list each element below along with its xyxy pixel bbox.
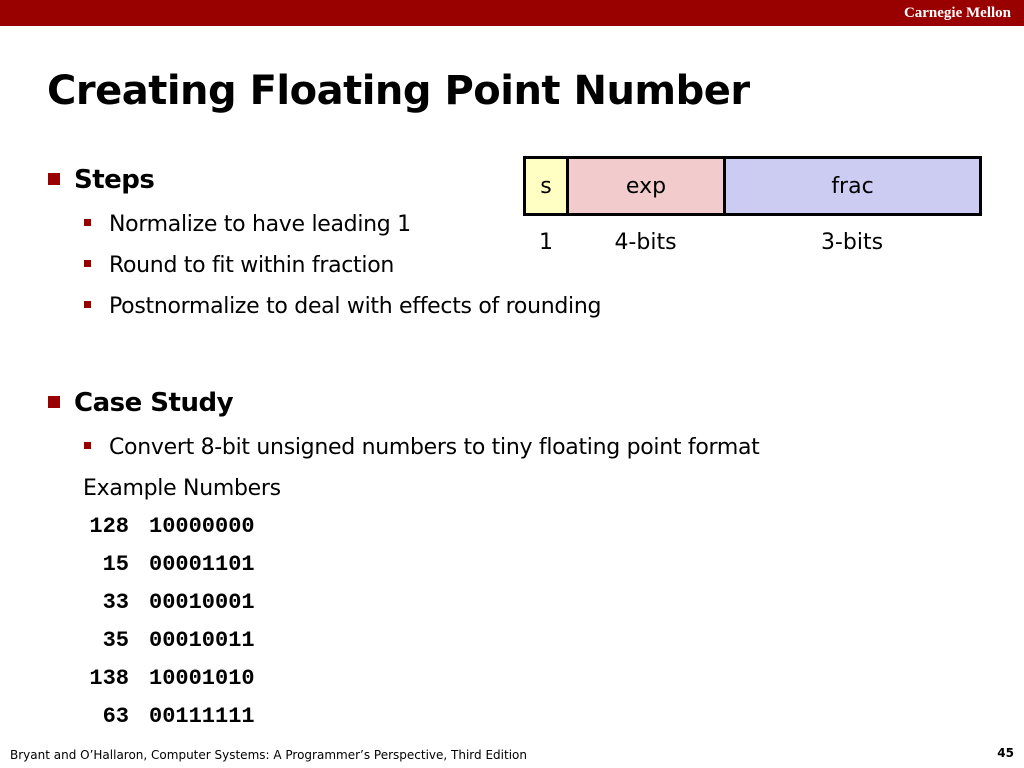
- square-bullet-icon: [84, 442, 91, 449]
- square-bullet-icon: [84, 260, 91, 267]
- example-row: [83, 552, 255, 580]
- brand-label: Carnegie Mellon: [903, 5, 1011, 21]
- square-bullet-icon: [84, 301, 91, 308]
- square-bullet-icon: [48, 396, 60, 408]
- slide-title: Creating Floating Point Number: [47, 68, 750, 114]
- square-bullet-icon: [84, 219, 91, 226]
- steps-item: Postnormalize to deal with effects of rounding: [84, 294, 601, 319]
- frac-bits-label: 3-bits: [820, 230, 884, 255]
- steps-item: Normalize to have leading 1: [84, 212, 411, 237]
- example-decimal: 63: [102, 704, 129, 729]
- case-study-heading: [48, 388, 233, 418]
- examples-label: Example Numbers: [83, 476, 281, 501]
- float-format-diagram: [523, 156, 982, 216]
- steps-heading-label: Steps: [74, 165, 155, 195]
- case-study-heading-label: Case Study: [74, 388, 234, 418]
- exp-bits-label: 4-bits: [614, 230, 677, 255]
- example-row: [83, 666, 255, 694]
- sign-bits-label: 1: [539, 230, 553, 255]
- frac-field: frac: [726, 159, 979, 213]
- steps-heading: [48, 165, 154, 195]
- example-decimal: 15: [102, 552, 129, 577]
- exp-field: exp: [569, 159, 726, 213]
- example-binary: 10000000: [149, 514, 255, 539]
- case-study-item: Convert 8-bit unsigned numbers to tiny floating point format: [84, 435, 760, 460]
- page-number: 45: [997, 746, 1014, 760]
- example-row: [83, 628, 255, 656]
- example-decimal: 128: [89, 514, 129, 539]
- square-bullet-icon: [48, 173, 60, 185]
- sign-field: s: [526, 159, 569, 213]
- example-row: [83, 514, 255, 542]
- example-binary: 00010011: [149, 628, 255, 653]
- example-decimal: 33: [102, 590, 129, 615]
- example-binary: 10001010: [149, 666, 255, 691]
- example-binary: 00010001: [149, 590, 255, 615]
- footer-citation: Bryant and O’Hallaron, Computer Systems: A Programmer’s Perspective, Third Edition: [10, 748, 527, 762]
- example-row: [83, 590, 255, 618]
- example-binary: 00001101: [149, 552, 255, 577]
- example-decimal: 138: [89, 666, 129, 691]
- example-decimal: 35: [102, 628, 129, 653]
- steps-item: Round to fit within fraction: [84, 253, 394, 278]
- top-bar: [0, 0, 1024, 26]
- example-binary: 00111111: [149, 704, 255, 729]
- example-row: [83, 704, 255, 732]
